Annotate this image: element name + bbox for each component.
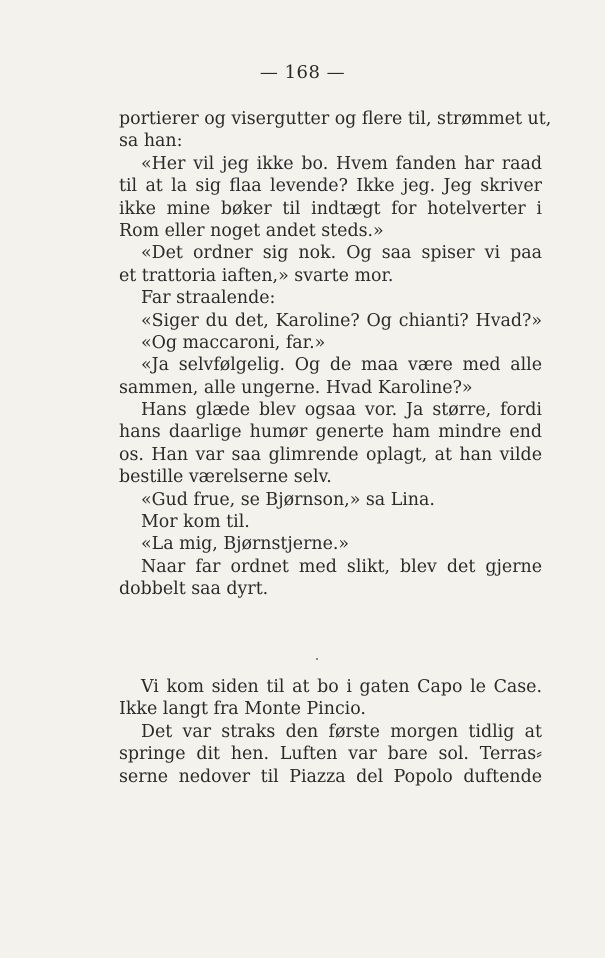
text-line: sa han: [119, 131, 183, 152]
text-line: sammen, alle ungerne. Hvad Karoline?» [119, 377, 473, 398]
text-block-lower [119, 676, 542, 788]
text-line: Naar far ordnet med slikt, blev det gjerne [141, 556, 542, 577]
text-line: springe dit hen. Luften var bare sol. Terras⸗ [119, 744, 542, 765]
text-line: «Siger du det, Karoline? Og chianti? Hvad?» [141, 310, 542, 331]
text-line: hans daarlige humør generte ham mindre end [119, 422, 542, 443]
text-line: dobbelt saa dyrt. [119, 579, 269, 600]
text-line: «Det ordner sig nok. Og saa spiser vi paa [141, 243, 542, 264]
text-line: Det var straks den første morgen tidlig at [141, 721, 542, 742]
text-line: «Og maccaroni, far.» [141, 332, 326, 353]
text-line: os. Han var saa glimrende oplagt, at han vilde [119, 444, 542, 465]
text-line: ikke mine bøker til indtægt for hotelverter i [119, 198, 542, 219]
text-line: Rom eller noget andet steds.» [119, 220, 384, 241]
text-line: «Ja selvfølgelig. Og de maa være med alle [141, 355, 542, 376]
text-line: portierer og visergutter og flere til, strømmet ut, [119, 109, 552, 129]
page-number: — 168 — [259, 62, 346, 83]
text-line: «Gud frue, se Bjørnson,» sa Lina. [141, 489, 435, 510]
text-line: Ikke langt fra Monte Pincio. [119, 699, 366, 720]
text-line: «La mig, Bjørnstjerne.» [141, 534, 350, 555]
text-line: Hans glæde blev ogsaa vor. Ja større, fordi [141, 400, 542, 421]
text-line: Mor kom til. [141, 512, 250, 533]
text-line: bestille værelserne selv. [119, 467, 332, 488]
text-line: et trattoria iaften,» svarte mor. [119, 265, 394, 286]
section-break-mark [316, 658, 318, 660]
text-block-upper [119, 108, 552, 601]
text-line: «Her vil jeg ikke bo. Hvem fanden har raad [141, 153, 542, 174]
text-line: serne nedover til Piazza del Popolo duftende [119, 766, 542, 787]
text-line: Far straalende: [141, 288, 276, 309]
text-line: til at la sig flaa levende? Ikke jeg. Jeg skriver [119, 176, 542, 197]
text-line: Vi kom siden til at bo i gaten Capo le Case. [141, 677, 542, 697]
